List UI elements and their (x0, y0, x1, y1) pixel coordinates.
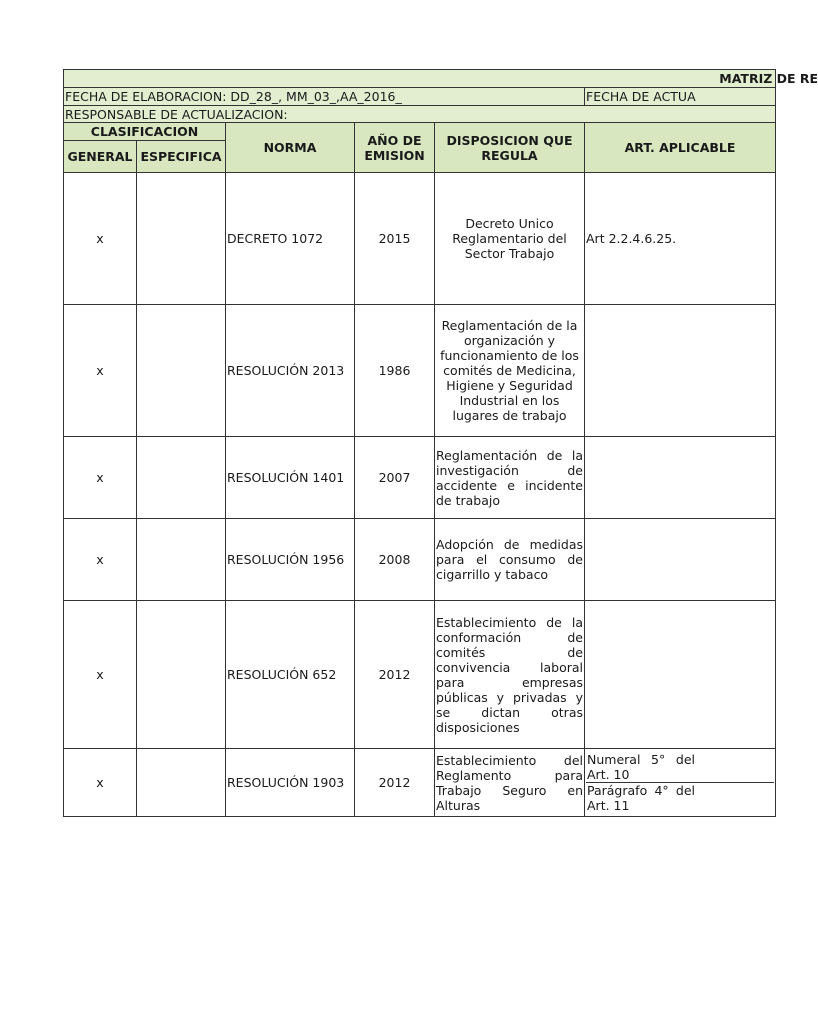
cell-art (585, 601, 776, 749)
fecha-elaboracion: FECHA DE ELABORACION: DD_28_, MM_03_,AA_2016_ (64, 88, 585, 106)
cell-disposicion: Adopción de medidas para el consumo de cigarrillo y tabaco (435, 519, 585, 601)
table-row (64, 519, 776, 601)
col-general: GENERAL (64, 141, 137, 173)
cell-general: x (64, 173, 137, 305)
cell-general: x (64, 749, 137, 817)
table-row (64, 601, 776, 749)
cell-especifica (137, 173, 226, 305)
cell-general: x (64, 437, 137, 519)
legal-matrix-table (63, 69, 818, 817)
table-row (64, 749, 776, 817)
cell-art: Art 2.2.4.6.25. (585, 173, 776, 305)
cell-disposicion: Reglamentación de la organización y funcionamiento de los comités de Medicina, Higiene y Seguridad Industrial en los lugares de trabajo (435, 305, 585, 437)
cell-general: x (64, 519, 137, 601)
cell-disposicion: Decreto Unico Reglamentario del Sector Trabajo (435, 173, 585, 305)
spreadsheet-sheet (63, 69, 818, 821)
cell-anio: 2007 (355, 437, 435, 519)
cell-general: x (64, 305, 137, 437)
cell-norma: DECRETO 1072 (226, 173, 355, 305)
col-norma: NORMA (226, 123, 355, 173)
cell-norma: RESOLUCIÓN 652 (226, 601, 355, 749)
col-art-aplicable: ART. APLICABLE (585, 123, 776, 173)
cell-norma: RESOLUCIÓN 1903 (226, 749, 355, 817)
cell-especifica (137, 305, 226, 437)
fecha-actualizacion: FECHA DE ACTUA (585, 88, 776, 106)
matrix-title: MATRIZ DE RE (64, 70, 776, 88)
cell-anio: 2012 (355, 749, 435, 817)
col-anio-emision: AÑO DE EMISION (355, 123, 435, 173)
cell-especifica (137, 749, 226, 817)
cell-norma: RESOLUCIÓN 2013 (226, 305, 355, 437)
cell-art (585, 749, 776, 817)
cell-art (585, 519, 776, 601)
cell-anio: 2015 (355, 173, 435, 305)
table-row (64, 305, 776, 437)
cell-especifica (137, 519, 226, 601)
cell-especifica (137, 601, 226, 749)
responsable-actualizacion: RESPONSABLE DE ACTUALIZACION: (64, 106, 776, 123)
cell-disposicion: Establecimiento de la conformación de comités de convivencia laboral para empresas públicas y privadas y se dictan otras disposiciones (435, 601, 585, 749)
cell-art-numeral: Numeral 5° del Art. 10 (586, 752, 774, 783)
cell-art (585, 437, 776, 519)
col-clasificacion: CLASIFICACION (64, 123, 226, 141)
cell-disposicion: Establecimiento del Reglamento para Trabajo Seguro en Alturas (435, 749, 585, 817)
cell-general: x (64, 601, 137, 749)
table-row (64, 437, 776, 519)
cell-art-paragrafo: Parágrafo 4° del Art. 11 (587, 783, 695, 813)
cell-norma: RESOLUCIÓN 1401 (226, 437, 355, 519)
cell-art (585, 305, 776, 437)
cell-disposicion: Reglamentación de la investigación de accidente e incidente de trabajo (435, 437, 585, 519)
cell-anio: 1986 (355, 305, 435, 437)
cell-norma: RESOLUCIÓN 1956 (226, 519, 355, 601)
table-row (64, 173, 776, 305)
col-disposicion: DISPOSICION QUE REGULA (435, 123, 585, 173)
col-especifica: ESPECIFICA (137, 141, 226, 173)
cell-anio: 2008 (355, 519, 435, 601)
cell-anio: 2012 (355, 601, 435, 749)
cell-especifica (137, 437, 226, 519)
